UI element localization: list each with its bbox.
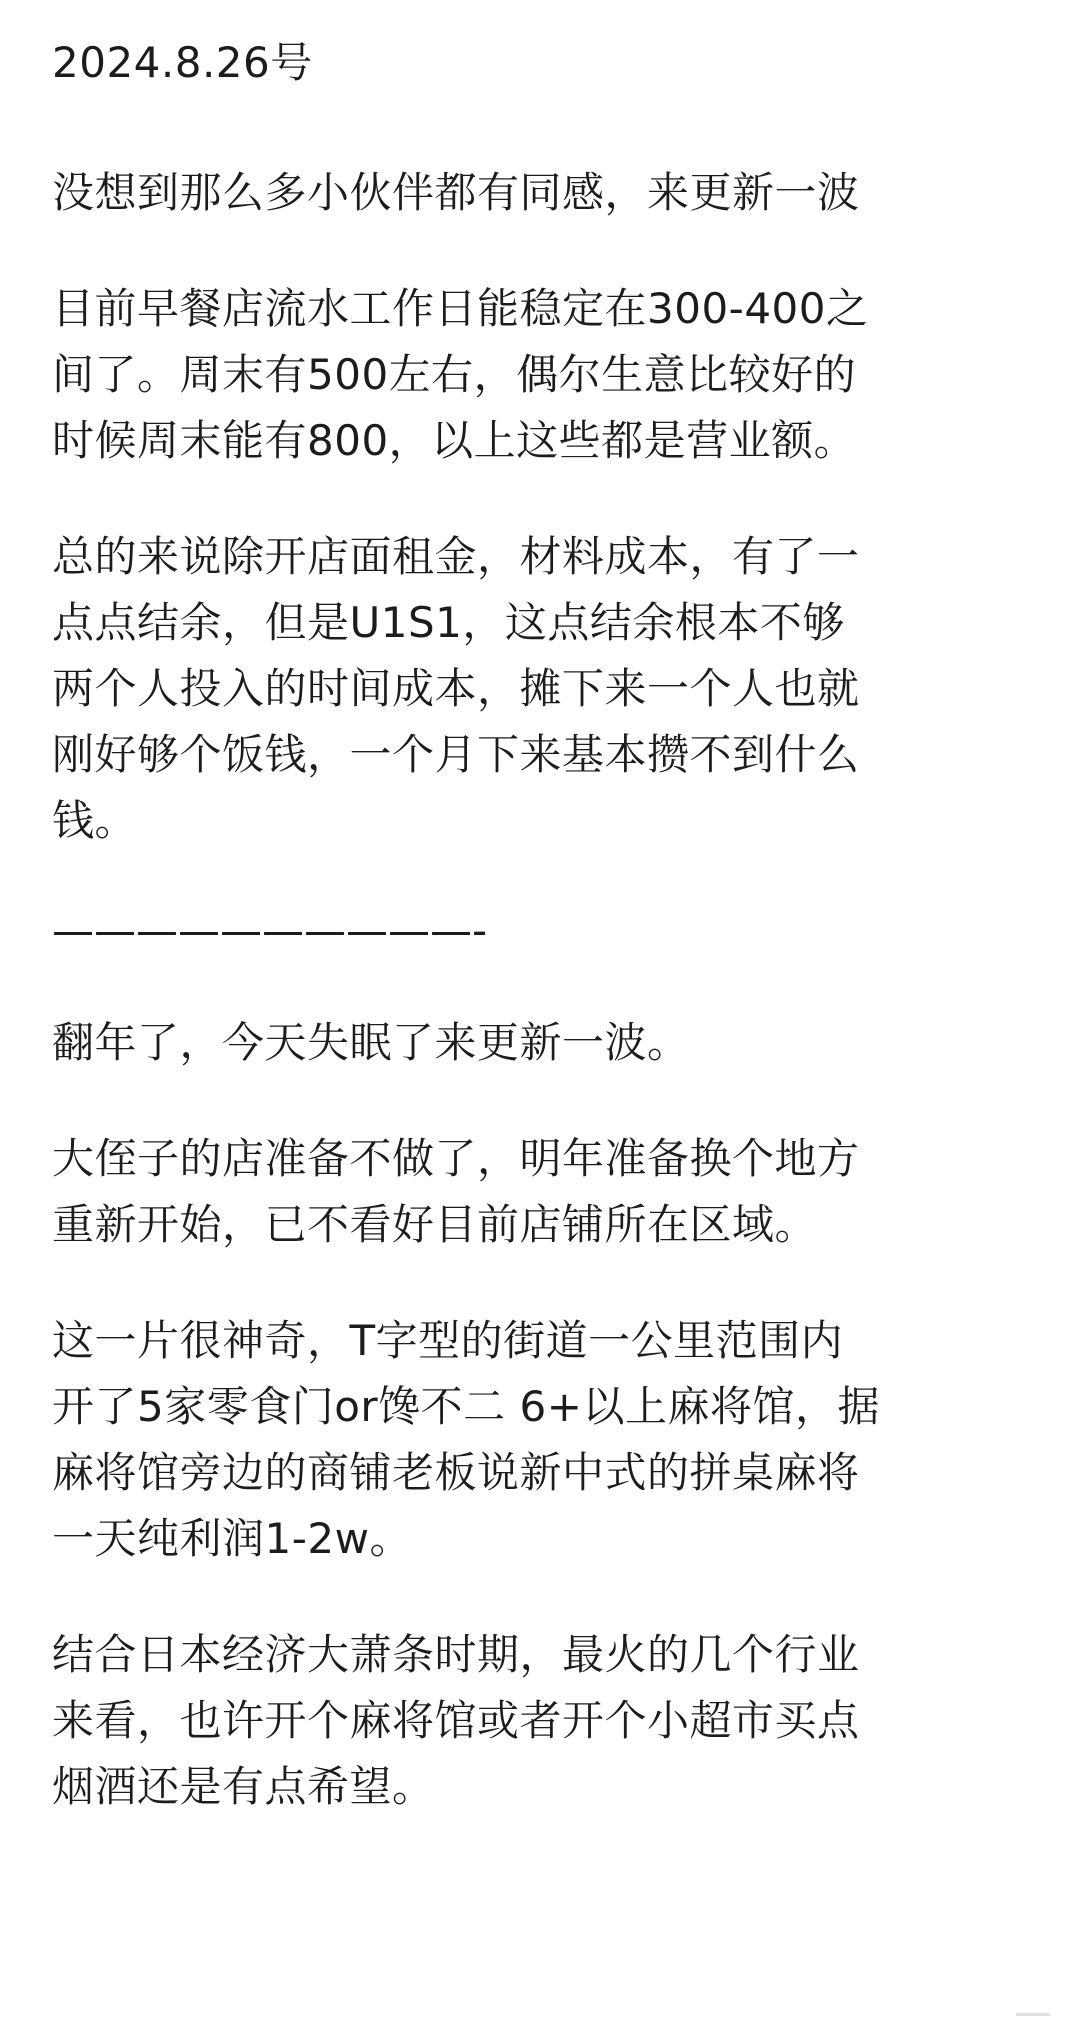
text-line: 大侄子的店准备不做了，明年准备换个地方 xyxy=(52,1134,860,1183)
text-line: 总的来说除开店面租金，材料成本，有了一 xyxy=(52,532,860,581)
text-line: 钱。 xyxy=(52,796,138,845)
text-line: 目前早餐店流水工作日能稳定在300-400之 xyxy=(52,284,869,333)
text-line: 翻年了，今天失眠了来更新一波。 xyxy=(52,1018,690,1067)
text-line: 点点结余，但是U1S1，这点结余根本不够 xyxy=(52,598,845,647)
watermark-mark xyxy=(1016,2013,1050,2032)
text-line: 来看，也许开个麻将馆或者开个小超市买点 xyxy=(52,1696,860,1745)
post-date: 2024.8.26号 xyxy=(52,38,313,87)
paragraph-closing xyxy=(52,1126,1032,1258)
paragraph-profit xyxy=(52,524,1032,854)
text-line: 结合日本经济大萧条时期，最火的几个行业 xyxy=(52,1630,860,1679)
paragraph-revenue xyxy=(52,276,1032,474)
paragraph-conclusion xyxy=(52,1622,1032,1820)
paragraph-street xyxy=(52,1308,1032,1572)
text-line: 一天纯利润1-2w。 xyxy=(52,1514,412,1563)
section-divider: ——————————- xyxy=(52,906,488,955)
text-line: 重新开始，已不看好目前店铺所在区域。 xyxy=(52,1200,818,1249)
text-line: 烟酒还是有点希望。 xyxy=(52,1762,435,1811)
text-line: 没想到那么多小伙伴都有同感，来更新一波 xyxy=(52,168,860,217)
text-line: 两个人投入的时间成本，摊下来一个人也就 xyxy=(52,664,860,713)
text-line: 开了5家零食门or馋不二 6+以上麻将馆，据 xyxy=(52,1382,880,1431)
paragraph-new-year xyxy=(52,1010,1032,1076)
text-line: 间了。周末有500左右，偶尔生意比较好的 xyxy=(52,350,857,399)
text-line: 麻将馆旁边的商铺老板说新中式的拼桌麻将 xyxy=(52,1448,860,1497)
paragraph-update-intro xyxy=(52,160,1032,226)
post-body xyxy=(52,30,1032,1820)
text-line: 刚好够个饭钱，一个月下来基本攒不到什么 xyxy=(52,730,860,779)
text-line: 这一片很神奇，T字型的街道一公里范围内 xyxy=(52,1316,844,1365)
text-line: 时候周末能有800，以上这些都是营业额。 xyxy=(52,416,857,465)
